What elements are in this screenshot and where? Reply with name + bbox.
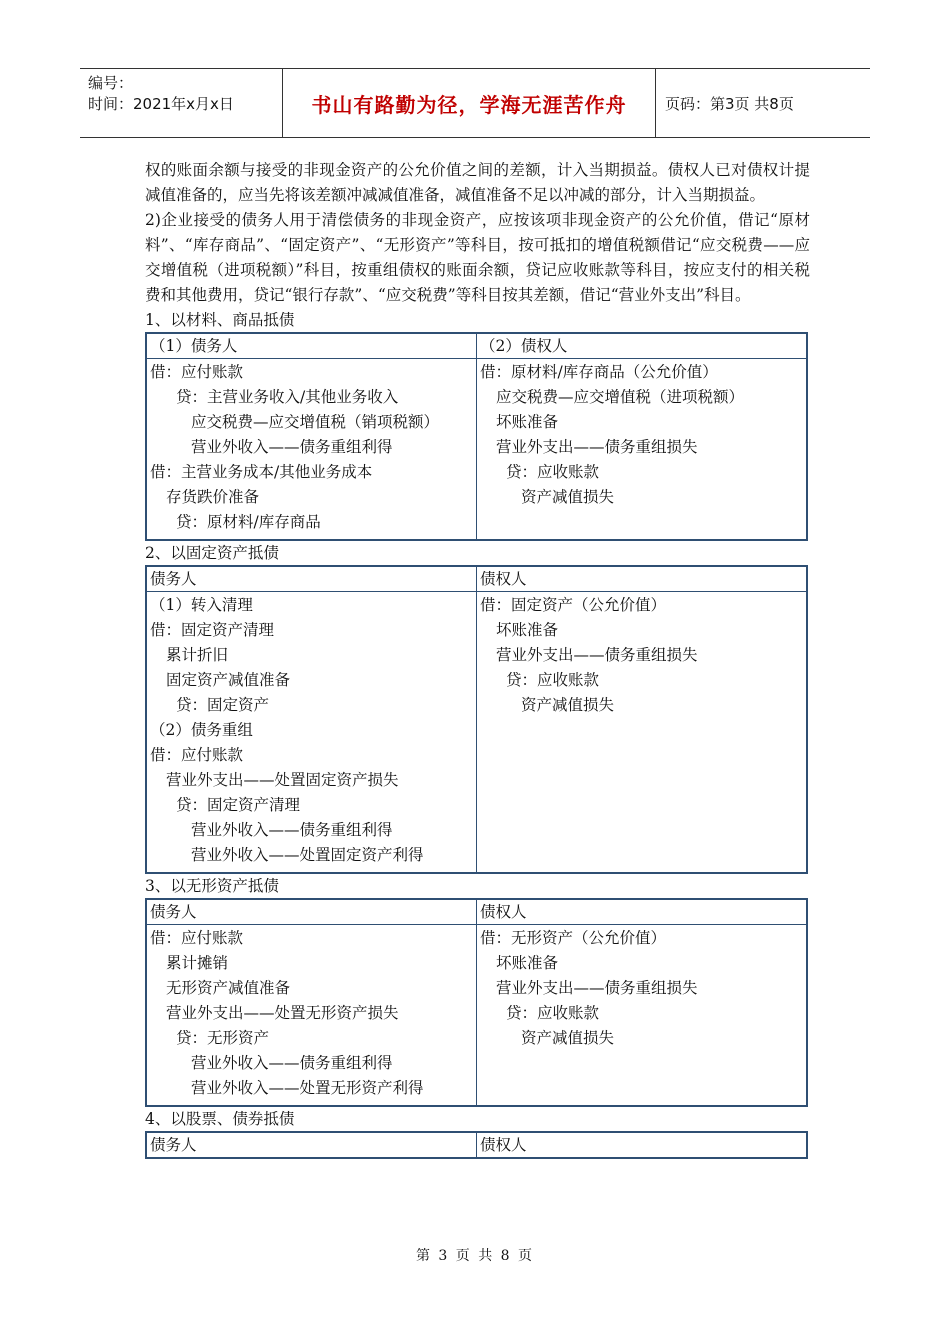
- journal-entry-table: [145, 565, 808, 874]
- journal-line: 借：无形资产（公允价值）: [480, 929, 667, 947]
- journal-line: 借：应付账款: [150, 929, 244, 947]
- journal-line: 借：应付账款: [150, 363, 244, 381]
- journal-line: 借：固定资产（公允价值）: [480, 596, 667, 614]
- journal-line: 固定资产减值准备: [166, 671, 291, 689]
- paragraph-creditor-rules: 2)企业接受的债务人用于清偿债务的非现金资产，应按该项非现金资产的公允价值，借记“原材料”、“库存商品”、“固定资产”、“无形资产”等科目，按可抵扣的增值税额借记“应交税费——应交增值税（进项税额）”科目，按重组债权的账面余额，贷记应收账款等科目，按应支付的相关税费和其他费用，贷记“银行存款”、“应交税费”等科目按其差额，借记“营业外支出”科目。: [145, 211, 810, 304]
- debtor-column-header: 债务人: [146, 899, 477, 925]
- journal-line: 贷：主营业务收入/其他业务收入: [176, 388, 399, 406]
- journal-entry-table: [145, 332, 808, 541]
- journal-line: 借：固定资产清理: [150, 621, 275, 639]
- journal-line: （1）转入清理: [150, 596, 253, 614]
- section-title: 3、以无形资产抵债: [145, 877, 279, 895]
- journal-line: 营业外支出——债务重组损失: [496, 438, 698, 456]
- document-number-label: 编号：: [88, 74, 134, 92]
- journal-line: 应交税费—应交增值税（进项税额）: [496, 388, 745, 406]
- journal-line: 累计折旧: [166, 646, 229, 664]
- creditor-entries-cell: [477, 925, 808, 1107]
- table-header-row: [146, 333, 807, 359]
- page-footer: 第 3 页 共 8 页: [415, 1248, 535, 1264]
- debtor-entries-cell: [146, 359, 477, 541]
- journal-line: 营业外支出——处置无形资产损失: [166, 1004, 399, 1022]
- journal-line: 营业外收入——债务重组利得: [191, 821, 393, 839]
- table-row: [146, 925, 807, 1107]
- journal-line: 坏账准备: [496, 621, 559, 639]
- header-page-code: 页码：第3页 共8页: [665, 95, 794, 113]
- journal-line: 贷：应收账款: [506, 1004, 600, 1022]
- journal-line: 营业外支出——债务重组损失: [496, 979, 698, 997]
- section-title: 1、以材料、商品抵债: [145, 311, 295, 329]
- table-row: [146, 359, 807, 541]
- journal-line: 存货跌价准备: [166, 488, 260, 506]
- header-motto: 书山有路勤为径，学海无涯苦作舟: [282, 69, 656, 137]
- debtor-entries-cell: [146, 925, 477, 1107]
- creditor-column-header: （2）债权人: [477, 333, 808, 359]
- journal-line: 营业外收入——处置固定资产利得: [191, 846, 424, 864]
- debtor-column-header: 债务人: [146, 1132, 477, 1158]
- journal-line: 借：原材料/库存商品（公允价值）: [480, 363, 718, 381]
- page-header: [80, 68, 870, 138]
- journal-line: 资产减值损失: [521, 696, 615, 714]
- journal-line: 资产减值损失: [521, 488, 615, 506]
- journal-entry-table: [145, 898, 808, 1107]
- journal-line: 资产减值损失: [521, 1029, 615, 1047]
- section-title: 2、以固定资产抵债: [145, 544, 279, 562]
- journal-line: 累计摊销: [166, 954, 229, 972]
- journal-line: 坏账准备: [496, 954, 559, 972]
- creditor-entries-cell: [477, 359, 808, 541]
- document-content: [145, 158, 810, 1159]
- creditor-column-header: 债权人: [477, 566, 808, 592]
- journal-line: 应交税费—应交增值税（销项税额）: [191, 413, 440, 431]
- creditor-column-header: 债权人: [477, 899, 808, 925]
- journal-line: 无形资产减值准备: [166, 979, 291, 997]
- journal-line: 贷：原材料/库存商品: [176, 513, 321, 531]
- journal-line: （2）债务重组: [150, 721, 253, 739]
- journal-line: 借：主营业务成本/其他业务成本: [150, 463, 373, 481]
- table-header-row: [146, 566, 807, 592]
- journal-line: 借：应付账款: [150, 746, 244, 764]
- table-header-row: [146, 899, 807, 925]
- table-row: [146, 592, 807, 874]
- section-title: 4、以股票、债券抵债: [145, 1110, 295, 1128]
- journal-line: 贷：固定资产清理: [176, 796, 301, 814]
- journal-line: 营业外收入——债务重组利得: [191, 1054, 393, 1072]
- journal-line: 营业外支出——处置固定资产损失: [166, 771, 399, 789]
- journal-line: 营业外收入——处置无形资产利得: [191, 1079, 424, 1097]
- creditor-entries-cell: [477, 592, 808, 874]
- table-header-row: [146, 1132, 807, 1158]
- header-meta: [88, 73, 283, 115]
- journal-entry-table: [145, 1131, 808, 1159]
- paragraph-continuation: 权的账面余额与接受的非现金资产的公允价值之间的差额，计入当期损益。债权人已对债权计提减值准备的，应当先将该差额冲减减值准备，减值准备不足以冲减的部分，计入当期损益。: [145, 161, 810, 204]
- creditor-column-header: 债权人: [477, 1132, 808, 1158]
- document-date: 时间：2021年x月x日: [88, 95, 234, 113]
- journal-line: 营业外支出——债务重组损失: [496, 646, 698, 664]
- debtor-entries-cell: [146, 592, 477, 874]
- debtor-column-header: （1）债务人: [146, 333, 477, 359]
- journal-line: 贷：固定资产: [176, 696, 270, 714]
- debtor-column-header: 债务人: [146, 566, 477, 592]
- journal-line: 贷：应收账款: [506, 671, 600, 689]
- journal-line: 坏账准备: [496, 413, 559, 431]
- journal-sections: [145, 308, 810, 1159]
- journal-line: 贷：无形资产: [176, 1029, 270, 1047]
- journal-line: 贷：应收账款: [506, 463, 600, 481]
- journal-line: 营业外收入——债务重组利得: [191, 438, 393, 456]
